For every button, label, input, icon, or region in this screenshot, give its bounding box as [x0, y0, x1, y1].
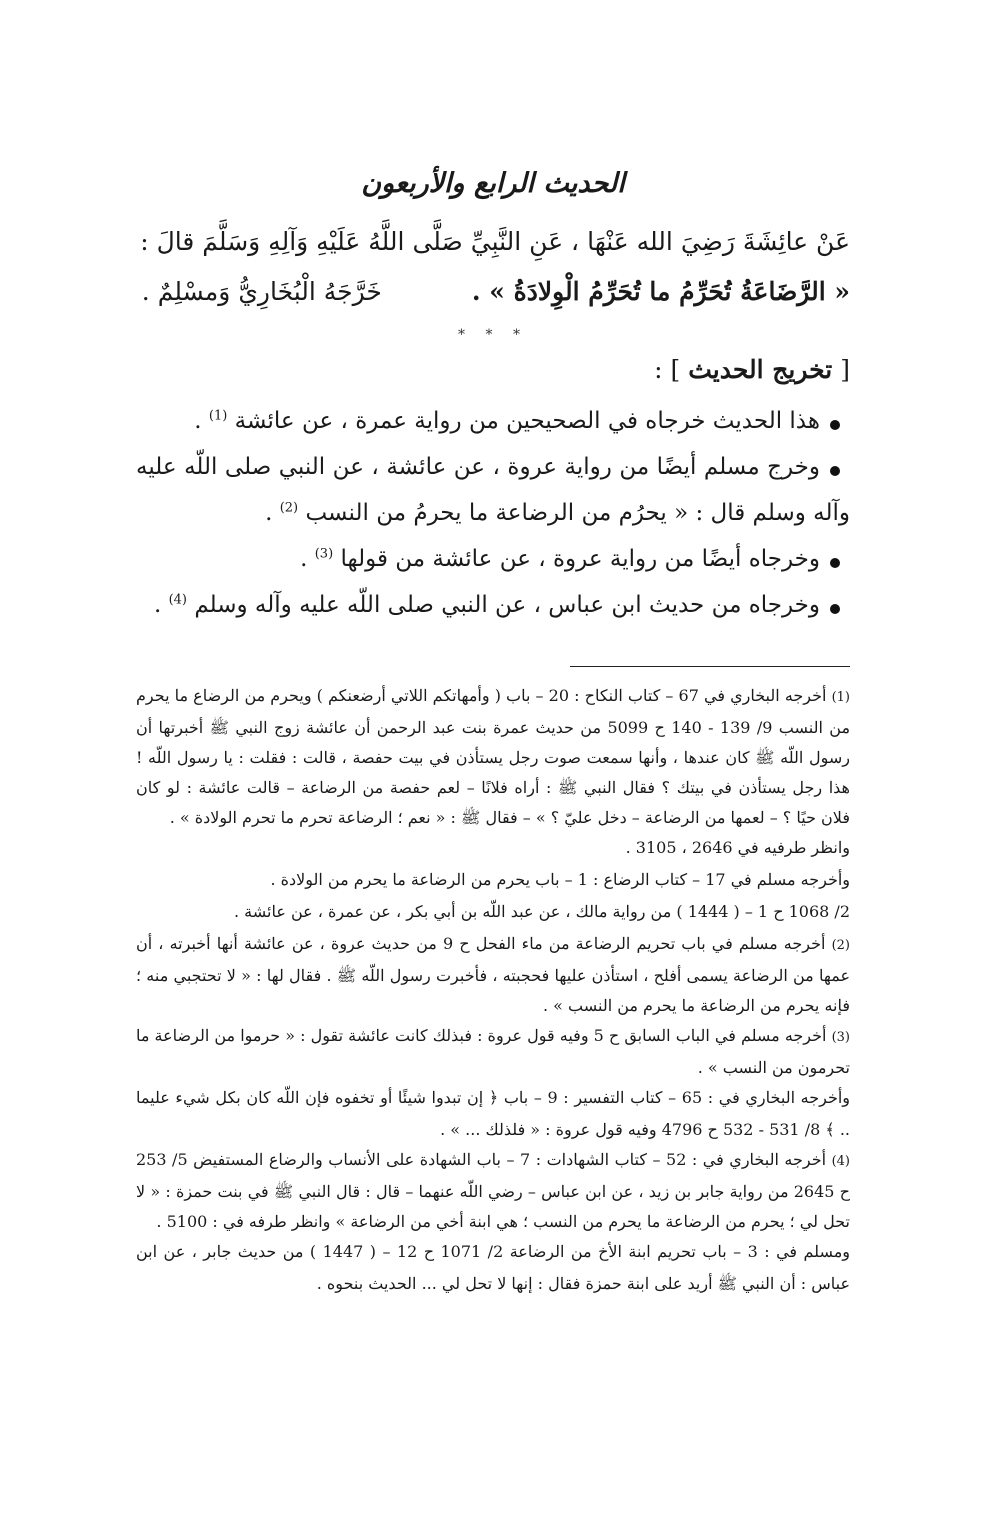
- footnote-number: (4): [831, 1154, 850, 1169]
- takhrij-item-text: وخرجاه من حديث ابن عباس ، عن النبي صلى اللّه عليه وآله وسلم: [194, 592, 820, 618]
- takhrij-item-text: وخرج مسلم أيضًا من رواية عروة ، عن عائشة ، عن النبي صلى اللّه عليه وآله وسلم قال : « يحرُم من الرضاعة ما يحرمُ من النسب: [136, 454, 850, 526]
- footnote-number: (3): [831, 1030, 850, 1045]
- footnote: [136, 1083, 850, 1145]
- footnote-text: وأخرجه مسلم في 17 – كتاب الرضاع : 1 – باب يحرم من الرضاعة ما يحرم من الولادة .: [270, 870, 850, 889]
- footnote-ref[interactable]: (4): [168, 592, 187, 608]
- footnote-text: 2/ 1068 ح 1 – ( 1444 ) من رواية مالك ، عن عبد اللّه بن أبي بكر ، عن عمرة ، عن عائشة .: [233, 902, 850, 921]
- takhrij-item-tail: .: [300, 546, 315, 572]
- footnote-number: (1): [831, 690, 850, 705]
- takhrij-item: [136, 398, 850, 444]
- takhrij-item-text: هذا الحديث خرجاه في الصحيحين من رواية عمرة ، عن عائشة: [234, 408, 820, 434]
- takhrij-item-tail: .: [153, 592, 169, 618]
- footnote-text: ومسلم في : 3 – باب تحريم ابنة الأخ من الرضاعة 2/ 1071 ح 12 – ( 1447 ) من حديث جابر ، عن ابن عباس : أن النبي ﷺ أريد على ابنة حمزة فقال : إنها لا تحل لي ... الحديث بنحوه .: [136, 1242, 851, 1293]
- footnote: [136, 929, 850, 1021]
- footnote: [136, 1237, 850, 1299]
- footnote-ref[interactable]: (2): [279, 500, 299, 516]
- section-separator: * * *: [458, 327, 528, 343]
- footnote-text: أخرجه مسلم في باب تحريم الرضاعة من ماء الفحل ح 9 من حديث عروة ، عن عائشة أنها أخبرته ، أن عمها من الرضاعة يسمى أفلح ، استأذن عليها فحجبته ، فأخبرت رسول اللّه ﷺ . فقال لها : « لا تحتجبي منه ؛ فإنه يحرم من الرضاعة ما يحرم من النسب » .: [136, 934, 850, 1015]
- section-bracket-close: ] :: [654, 355, 681, 384]
- section-heading: [136, 355, 850, 384]
- takhrij-item: [136, 582, 850, 628]
- footnote: [136, 865, 850, 897]
- footnote: [136, 833, 850, 865]
- footnote-text: أخرجه البخاري في : 52 – كتاب الشهادات : 7 – باب الشهادة على الأنساب والرضاع المستفيض 5/ 253 ح 2645 من رواية جابر بن زيد ، عن ابن عباس – رضي اللّه عنهما – قال : قال النبي ﷺ في بنت حمزة : « لا تحل لي ؛ يحرم من الرضاعة ما يحرم من النسب ؛ هي ابنة أخي من الرضاعة » وانظر طرفه في : 5100 .: [136, 1150, 850, 1231]
- footnote-text: أخرجه البخاري في 67 – كتاب النكاح : 20 – باب ( وأمهاتكم اللاتي أرضعنكم ) ويحرم من الرضاع ما يحرم من النسب 9/ 139 - 140 ح 5099 من حديث عمرة بنت عبد الرحمن أن عائشة زوج النبي ﷺ أخبرتها أن رسول اللّه ﷺ كان عندها ، وأنها سمعت صوت رجل يستأذن في بيت حفصة ، قالت : فقلت : يا رسول اللّه ! هذا رجل يستأذن في بيتك ؟ فقال النبي ﷺ : أراه فلانًا – لعم حفصة من الرضاعة – قالت عائشة : لو كان فلان حيًا ؟ – لعمها من الرضاعة – دخل عليّ ؟ » – فقال ﷺ : « نعم ؛ الرضاعة تحرم ما تحرم الولادة » .: [136, 686, 851, 827]
- takhrij-list: [136, 398, 850, 628]
- footnote-divider: [570, 666, 850, 667]
- footnote: [136, 897, 850, 929]
- takhrij-item-tail: .: [194, 408, 209, 434]
- footnote-text: وانظر طرفيه في 2646 ، 3105 .: [625, 838, 850, 857]
- footnote-text: وأخرجه البخاري في : 65 – كتاب التفسير : 9 – باب ﴿ إن تبدوا شيئًا أو تخفوه فإن اللّه كان بكل شيء عليما .. ﴾ 8/ 531 - 532 ح 4796 وفيه قول عروة : « فلذلك ... » .: [136, 1088, 851, 1139]
- hadith-source: خَرَّجَهُ الْبُخَارِيُّ وَمسْلِمٌ .: [141, 277, 382, 306]
- takhrij-item: [136, 444, 850, 536]
- hadith-isnad: عَنْ عائِشَةَ رَضِيَ الله عَنْهَا ، عَنِ النَّبِيِّ صَلَّى اللَّهُ عَلَيْهِ وَآلِهِ وَسَلَّمَ قالَ :: [140, 227, 850, 256]
- hadith-matn: « الرَّضَاعَةُ تُحَرِّمُ ما تُحَرِّمُ الْوِلادَةُ » .: [471, 277, 850, 306]
- section-bracket-open: [: [840, 355, 850, 384]
- takhrij-item-text: وخرجاه أيضًا من رواية عروة ، عن عائشة من قولها: [340, 546, 820, 572]
- takhrij-item-tail: .: [265, 500, 280, 526]
- hadith-matn-line: [136, 267, 850, 317]
- footnote: [136, 1145, 850, 1237]
- chapter-title: الحديث الرابع والأربعون: [361, 168, 625, 199]
- footnote-text: أخرجه مسلم في الباب السابق ح 5 وفيه قول عروة : فبذلك كانت عائشة تقول : « حرموا من الرضاعة ما تحرمون من النسب » .: [136, 1026, 850, 1077]
- footnote: [136, 681, 850, 833]
- footnote-number: (2): [831, 938, 850, 953]
- takhrij-item: [136, 536, 850, 582]
- section-label: تخريج الحديث: [688, 355, 833, 384]
- footnote: [136, 1021, 850, 1083]
- footnote-ref[interactable]: (1): [208, 408, 228, 424]
- footnotes: [136, 681, 850, 1299]
- page-content: [136, 168, 850, 1299]
- footnote-ref[interactable]: (3): [314, 546, 334, 562]
